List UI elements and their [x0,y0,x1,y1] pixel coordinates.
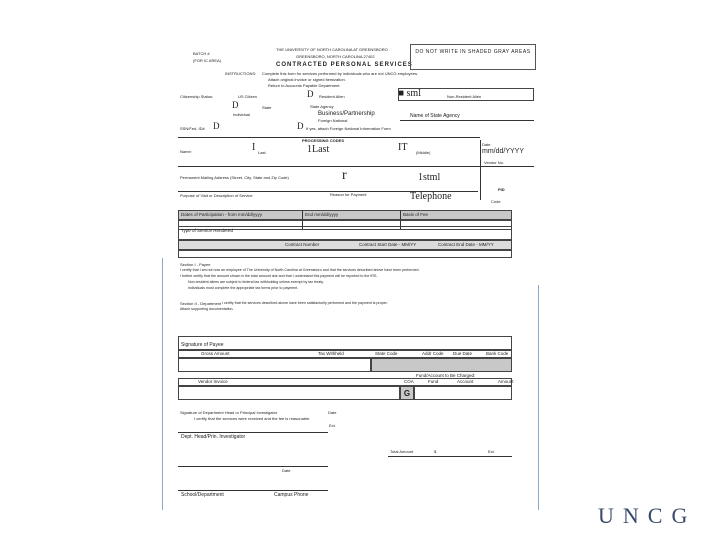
end-date-label: End mm/dd/yyyy [305,212,339,217]
amount-label: Amount [498,379,514,384]
name-of-state-agency-label: Name of State Agency [410,113,460,119]
checkbox-d1[interactable]: D [307,89,314,99]
instruction-3: Return to Accounts Payable Department. [268,83,341,88]
r-mark: r [342,168,347,183]
divider-v1 [480,140,481,200]
citizenship-label: Citizenship Status: [180,94,214,99]
middle-label: (Middle) [416,150,431,155]
instruction-2: Attach original invoice or signed itemization. [268,77,346,82]
instruction-1: Complete this form for services performed by individuals who are not UNCG employees. [262,71,419,76]
purpose-label: Purpose of Visit or Description of Service [180,193,253,198]
dates-participation-label: Dates of Participation - from mm/dd/yyyy [181,212,263,217]
bank-code-label: Bank Code [486,351,509,356]
last-name-value: 1Last [307,144,330,155]
gross-amount-label: Gross Amount [201,351,230,356]
if-yes-note: If yes, attach Foreign National Information Form [306,126,391,131]
nonresident-option[interactable]: Non-Resident Alien [447,94,482,99]
checkbox-d3[interactable]: D [213,121,220,131]
instructions-label: INSTRUCTIONS: [225,71,257,76]
state-code-label: State Code [375,351,398,356]
form-right-border [538,285,539,510]
first-name-value: 1stml [418,172,441,183]
amount-value-row[interactable] [178,358,371,372]
prepared-date: Date [282,468,291,473]
batch-label: BATCH # [193,51,210,56]
form-left-border [162,258,163,510]
section-1-text-3: Non-resident aliens are subject to federal tax withholding unless exempt by tax treaty. [188,280,324,284]
school-department-label: School/Department [181,492,224,498]
divider-2 [178,166,534,167]
telephone-value: Telephone [410,191,452,202]
vendor-invoice-label: Vendor Invoice [198,379,228,384]
divider-1 [178,137,480,138]
individual-option[interactable]: Individual [233,112,250,117]
contract-start-label: Contract Start Date - MM/YY [359,242,417,247]
section-1-text-2: I further certify that the amount shown is the total amount due and that I understand this payment will be reported to the IRS. [180,274,378,278]
state-option[interactable]: State [262,105,272,110]
checkbox-d4[interactable]: D [297,121,304,131]
due-date-label: Due Date [453,351,473,356]
business-option[interactable]: Business/Partnership [318,111,375,117]
approval-text-1: Signature of Department Head or Principal Investigator [180,410,278,415]
first-initial-value: I [252,142,256,153]
foreign-national-label: Foreign National [318,118,348,123]
university-name: THE UNIVERSITY OF NORTH CAROLINA AT GREENSBORO [276,47,388,52]
signature-row[interactable] [178,336,512,350]
form-title: CONTRACTED PERSONAL SERVICES [276,62,413,68]
gray-area-notice: DO NOT WRITE IN SHADED GRAY AREAS [415,49,531,55]
basis-of-fee-label: Basis of Fee [403,212,429,217]
checkbox-filled[interactable]: ■ sml [398,88,421,99]
section-2-text-1: I certify that the services described above have been satisfactorily performed and the payment is proper. [222,301,388,305]
last-label: Last [258,150,266,155]
university-address: GREENSBORO, NORTH CAROLINA 27402 [296,54,375,59]
agency-name-line [400,120,534,121]
contract-number-label: Contract Number [285,242,320,247]
type-row[interactable] [178,226,512,240]
fund-account-label: Fund/Account to Be Charged: [416,373,476,378]
resident-alien-option[interactable]: Resident Alien [319,94,345,99]
account-label: Account [457,379,474,384]
fund-label: Fund [428,379,439,384]
address-label: Permanent Mailing Address (Street, City, State and Zip Code) [180,175,289,180]
section-2-title: Section II - Department [180,301,222,306]
agency-box [398,88,534,101]
section-1-title: Section I - Payee [180,262,211,267]
tax-withheld-label: Tax Withheld [318,351,344,356]
section-1-text-4: Individuals must complete the appropriate tax forms prior to payment. [188,286,299,290]
school-line [178,490,328,491]
approval-text-2: I certify that the services were received and the fee is reasonable. [194,416,311,421]
coa-label: COA [404,379,414,384]
approval-date: Date [328,410,337,415]
section-1-text-1: I certify that I am not now an employee of The University of North Carolina at Greensboro and that the services described above have been performed. [180,268,420,272]
prepared-line [178,466,328,467]
contract-value-row[interactable] [178,250,512,258]
addr-code-label: Addr Code [422,351,444,356]
it-value: IT [398,142,408,153]
dept-head-line [178,432,328,433]
name-label: Name: [180,149,192,154]
uncg-logo: UNCG [598,503,697,528]
total-ext-label: Ext. [488,449,495,454]
code-label: Code [491,199,501,204]
total-amount-label: Total Amount [390,449,414,454]
state-agency-option[interactable]: State Agency [310,104,334,109]
type-of-service-label: Type of Service Rendered [181,228,234,233]
section-2-text-2: Attach supporting documentation. [180,307,234,311]
date-field[interactable]: mm/dd/YYYY [482,148,525,155]
us-citizen-option[interactable]: US Citizen [238,94,257,99]
signature-label: Signature of Payee [181,342,224,348]
ssn-label: SSN/Fed. ID# [180,126,205,131]
campus-phone-label: Campus Phone [274,492,309,498]
processing-codes-label: PROCESSING CODES [302,138,345,143]
total-dollar-sign: $ [434,449,437,454]
ext-label: Ext. [329,423,336,428]
coa-g-cell: G [400,386,414,400]
checkbox-d2[interactable]: D [232,100,239,110]
dept-head-label: Dept. Head/Prin. Investigator [181,434,246,440]
office-use-label: (FOR IC AREA) [193,58,222,63]
notice-box [410,44,536,70]
pid-label: PID [498,187,505,192]
vendor-invoice-cell[interactable] [178,386,400,400]
vendor-no-label: Vendor No. [484,160,505,165]
date-label: Date [482,142,491,147]
contract-end-label: Contract End Date - MM/YY [438,242,494,247]
reason-label: Reason for Payment [330,192,367,197]
fund-account-cell[interactable] [414,386,512,400]
total-line [388,456,512,457]
codes-gray-area [371,358,512,372]
